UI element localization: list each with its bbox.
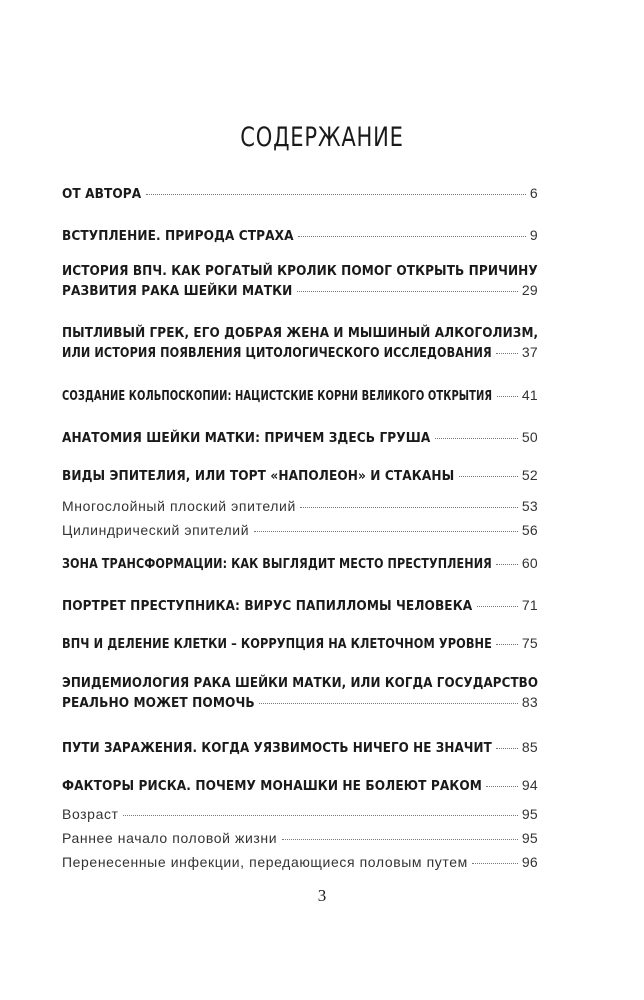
chapter-title: ИЛИ ИСТОРИЯ ПОЯВЛЕНИЯ ЦИТОЛОГИЧЕСКОГО ИССЛЕДОВАНИЯ (62, 345, 492, 361)
chapter-title: ЗОНА ТРАНСФОРМАЦИИ: КАК ВЫГЛЯДИТ МЕСТО ПРЕСТУПЛЕНИЯ (62, 556, 492, 572)
chapter-title: ВПЧ И ДЕЛЕНИЕ КЛЕТКИ – КОРРУПЦИЯ НА КЛЕТОЧНОМ УРОВНЕ (62, 636, 492, 652)
chapter-title: ВИДЫ ЭПИТЕЛИЯ, ИЛИ ТОРТ «НАПОЛЕОН» И СТАКАНЫ (62, 468, 455, 484)
dot-leader (282, 838, 518, 840)
toc-section (62, 852, 538, 872)
page-number: 3 (317, 886, 327, 905)
toc-section (62, 804, 538, 824)
dot-leader (254, 530, 518, 532)
dot-leader (146, 193, 526, 195)
toc-chapter (62, 738, 538, 758)
toc-chapter (62, 262, 538, 301)
toc-section (62, 496, 538, 516)
section-title: Цилиндрический эпителий (62, 522, 250, 538)
dot-leader (123, 814, 518, 816)
chapter-title: СОЗДАНИЕ КОЛЬПОСКОПИИ: НАЦИСТСКИЕ КОРНИ ВЕЛИКОГО ОТКРЫТИЯ (62, 388, 493, 404)
toc-chapter (62, 428, 538, 448)
chapter-title: РЕАЛЬНО МОЖЕТ ПОМОЧЬ (62, 695, 255, 711)
toc-chapter (62, 226, 538, 246)
page-ref: 50 (521, 429, 538, 445)
toc-chapter (62, 184, 538, 204)
toc-chapter (62, 674, 538, 713)
dot-leader (496, 563, 518, 565)
dot-leader (496, 747, 518, 749)
page-ref: 71 (521, 597, 538, 613)
dot-leader (259, 702, 518, 704)
toc-chapter (62, 324, 538, 363)
chapter-title: ИСТОРИЯ ВПЧ. КАК РОГАТЫЙ КРОЛИК ПОМОГ ОТКРЫТЬ ПРИЧИНУ (62, 263, 538, 279)
chapter-title: РАЗВИТИЯ РАКА ШЕЙКИ МАТКИ (62, 283, 293, 299)
page-ref: 56 (521, 522, 538, 538)
toc-chapter (62, 776, 538, 796)
chapter-title: АНАТОМИЯ ШЕЙКИ МАТКИ: ПРИЧЕМ ЗДЕСЬ ГРУША (62, 430, 431, 446)
chapter-title: ВСТУПЛЕНИЕ. ПРИРОДА СТРАХА (62, 228, 294, 244)
toc-chapter (62, 554, 538, 574)
page-ref: 60 (521, 555, 538, 571)
page-ref: 85 (521, 739, 538, 755)
chapter-title: ПЫТЛИВЫЙ ГРЕК, ЕГО ДОБРАЯ ЖЕНА И МЫШИНЫЙ АЛКОГОЛИЗМ, (62, 325, 539, 341)
section-title: Раннее начало половой жизни (62, 830, 278, 846)
page-ref: 95 (521, 830, 538, 846)
dot-leader (477, 605, 518, 607)
dot-leader (486, 785, 518, 787)
toc-chapter (62, 386, 538, 406)
dot-leader (459, 475, 518, 477)
page-ref: 52 (521, 467, 538, 483)
chapter-title: ЭПИДЕМИОЛОГИЯ РАКА ШЕЙКИ МАТКИ, ИЛИ КОГДА ГОСУДАРСТВО (62, 675, 539, 691)
chapter-title: ПУТИ ЗАРАЖЕНИЯ. КОГДА УЯЗВИМОСТЬ НИЧЕГО НЕ ЗНАЧИТ (62, 740, 492, 756)
dot-leader (435, 437, 518, 439)
section-title: Перенесенные инфекции, передающиеся половым путем (62, 854, 468, 870)
dot-leader (497, 395, 518, 397)
chapter-title: ОТ АВТОРА (62, 186, 142, 202)
dot-leader (496, 643, 518, 645)
page-ref: 41 (521, 387, 538, 403)
toc-chapter (62, 596, 538, 616)
dot-leader (298, 235, 526, 237)
dot-leader (300, 506, 518, 508)
toc-section (62, 520, 538, 540)
toc-section (62, 828, 538, 848)
section-title: Возраст (62, 806, 119, 822)
page-ref: 53 (521, 498, 538, 514)
page-ref: 9 (529, 227, 538, 243)
page-ref: 83 (521, 694, 538, 710)
page-ref: 95 (521, 806, 538, 822)
page-ref: 29 (521, 282, 538, 298)
page-ref: 94 (521, 777, 538, 793)
page-ref: 6 (529, 185, 538, 201)
toc-chapter (62, 634, 538, 654)
page-title: СОДЕРЖАНИЕ (240, 122, 404, 153)
page-ref: 75 (521, 635, 538, 651)
dot-leader (496, 352, 518, 354)
section-title: Многослойный плоский эпителий (62, 498, 296, 514)
page-ref: 96 (521, 854, 538, 870)
chapter-title: ФАКТОРЫ РИСКА. ПОЧЕМУ МОНАШКИ НЕ БОЛЕЮТ РАКОМ (62, 778, 482, 794)
chapter-title: ПОРТРЕТ ПРЕСТУПНИКА: ВИРУС ПАПИЛЛОМЫ ЧЕЛОВЕКА (62, 598, 473, 614)
page-ref: 37 (521, 344, 538, 360)
dot-leader (297, 290, 518, 292)
dot-leader (472, 862, 518, 864)
toc-chapter (62, 466, 538, 486)
